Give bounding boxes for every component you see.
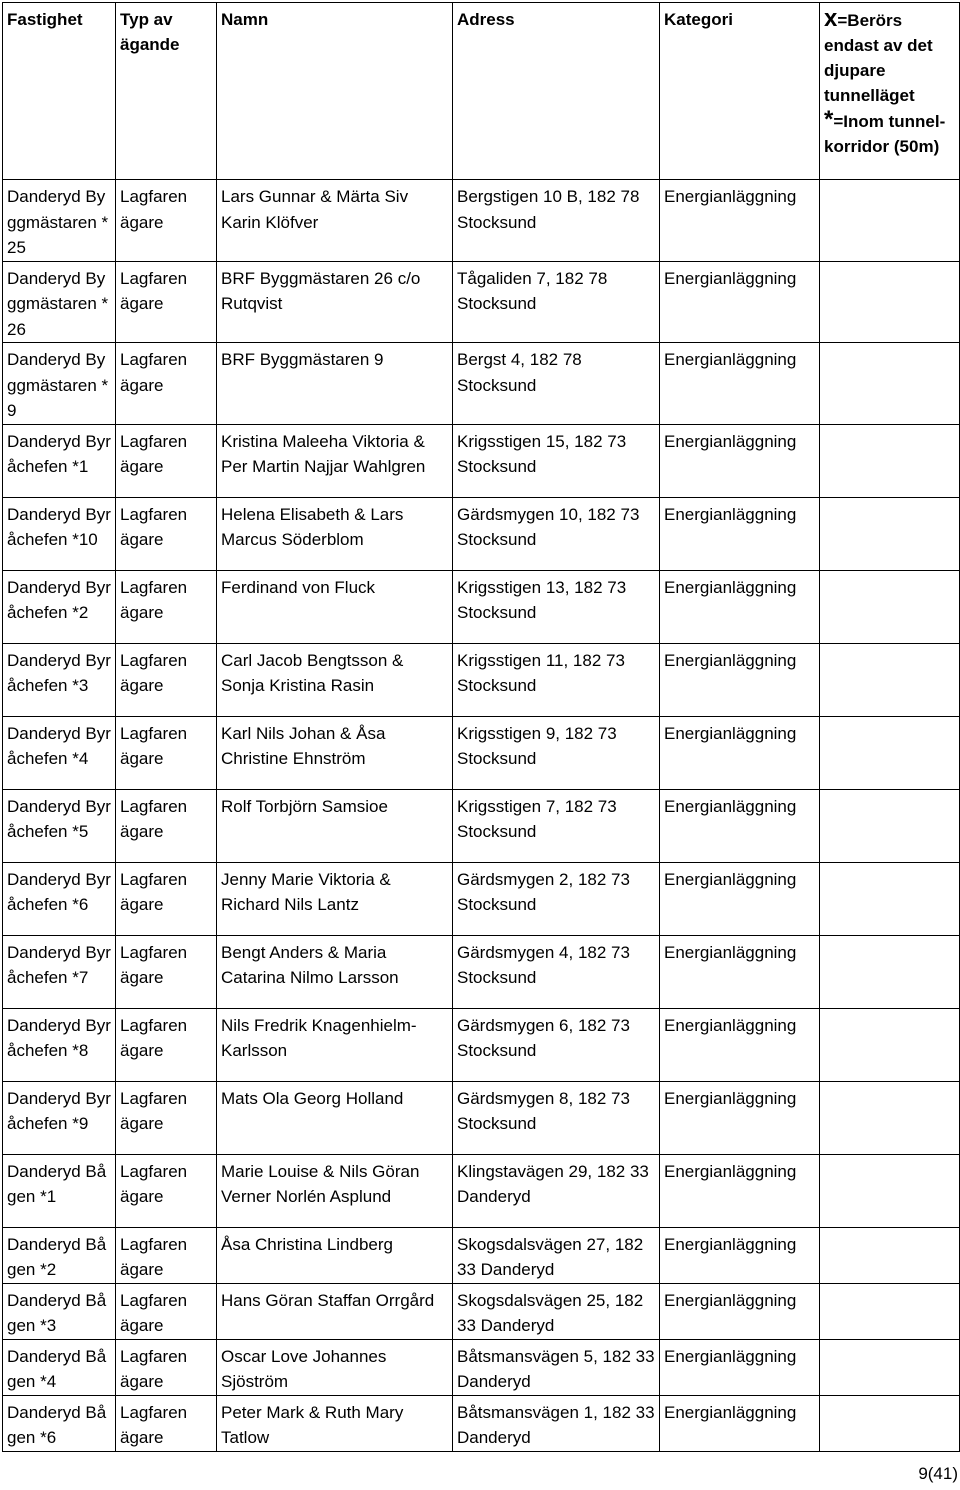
table-body-block-1: [3, 180, 960, 1228]
cell-kategori: Energianläggning: [660, 1081, 820, 1154]
cell-adress: Krigsstigen 15, 182 73 Stocksund: [453, 424, 660, 497]
cell-fastighet: Danderyd Byggmästaren *26: [3, 261, 116, 343]
cell-kategori: Energianläggning: [660, 180, 820, 262]
cell-legend-mark: [820, 789, 960, 862]
cell-namn: Jenny Marie Viktoria & Richard Nils Lantz: [217, 862, 453, 935]
cell-adress: Bergstigen 10 B, 182 78 Stocksund: [453, 180, 660, 262]
cell-fastighet: Danderyd Byråchefen *5: [3, 789, 116, 862]
cell-kategori: Energianläggning: [660, 862, 820, 935]
cell-adress: Krigsstigen 13, 182 73 Stocksund: [453, 570, 660, 643]
cell-legend-mark: [820, 570, 960, 643]
cell-kategori: Energianläggning: [660, 1008, 820, 1081]
cell-fastighet: Danderyd Bågen *6: [3, 1395, 116, 1451]
cell-adress: Klingstavägen 29, 182 33 Danderyd: [453, 1154, 660, 1227]
cell-fastighet: Danderyd Bågen *1: [3, 1154, 116, 1227]
cell-fastighet: Danderyd Bågen *2: [3, 1227, 116, 1283]
cell-namn: BRF Byggmästaren 26 c/o Rutqvist: [217, 261, 453, 343]
cell-namn: Ferdinand von Fluck: [217, 570, 453, 643]
cell-kategori: Energianläggning: [660, 261, 820, 343]
cell-legend-mark: [820, 1081, 960, 1154]
legend-star-symbol: *: [824, 106, 834, 133]
cell-namn: Carl Jacob Bengtsson & Sonja Kristina Rasin: [217, 643, 453, 716]
legend-x-text: =Berörs endast av det djupare tunnelläget: [824, 11, 933, 105]
cell-legend-mark: [820, 497, 960, 570]
cell-namn: Kristina Maleeha Viktoria & Per Martin Najjar Wahlgren: [217, 424, 453, 497]
cell-kategori: Energianläggning: [660, 789, 820, 862]
cell-kategori: Energianläggning: [660, 497, 820, 570]
cell-typ: Lagfaren ägare: [116, 261, 217, 343]
property-owner-table: [2, 2, 960, 1452]
cell-namn: Karl Nils Johan & Åsa Christine Ehnström: [217, 716, 453, 789]
header-legend: [820, 3, 960, 180]
header-adress: Adress: [453, 3, 660, 180]
cell-kategori: Energianläggning: [660, 1283, 820, 1339]
table-row: [3, 1008, 960, 1081]
cell-kategori: Energianläggning: [660, 1395, 820, 1451]
legend-x-symbol: x: [824, 5, 838, 32]
header-row: [3, 3, 960, 180]
cell-adress: Gärdsmygen 10, 182 73 Stocksund: [453, 497, 660, 570]
table-row: [3, 862, 960, 935]
cell-fastighet: Danderyd Byråchefen *4: [3, 716, 116, 789]
cell-fastighet: Danderyd Bågen *3: [3, 1283, 116, 1339]
cell-typ: Lagfaren ägare: [116, 1283, 217, 1339]
cell-adress: Gärdsmygen 6, 182 73 Stocksund: [453, 1008, 660, 1081]
cell-legend-mark: [820, 1339, 960, 1395]
cell-legend-mark: [820, 261, 960, 343]
cell-namn: Hans Göran Staffan Orrgård: [217, 1283, 453, 1339]
cell-kategori: Energianläggning: [660, 343, 820, 425]
cell-adress: Gärdsmygen 2, 182 73 Stocksund: [453, 862, 660, 935]
cell-namn: BRF Byggmästaren 9: [217, 343, 453, 425]
table-row: [3, 716, 960, 789]
header-typ: Typ av ägande: [116, 3, 217, 180]
cell-adress: Gärdsmygen 4, 182 73 Stocksund: [453, 935, 660, 1008]
cell-fastighet: Danderyd Byråchefen *2: [3, 570, 116, 643]
cell-namn: Åsa Christina Lindberg: [217, 1227, 453, 1283]
cell-adress: Skogsdalsvägen 27, 182 33 Danderyd: [453, 1227, 660, 1283]
cell-adress: Krigsstigen 11, 182 73 Stocksund: [453, 643, 660, 716]
cell-adress: Krigsstigen 7, 182 73 Stocksund: [453, 789, 660, 862]
cell-typ: Lagfaren ägare: [116, 180, 217, 262]
header-kategori: Kategori: [660, 3, 820, 180]
cell-kategori: Energianläggning: [660, 570, 820, 643]
cell-legend-mark: [820, 1227, 960, 1283]
table-row: [3, 1081, 960, 1154]
cell-legend-mark: [820, 862, 960, 935]
cell-typ: Lagfaren ägare: [116, 716, 217, 789]
table-row: [3, 643, 960, 716]
cell-fastighet: Danderyd Byråchefen *7: [3, 935, 116, 1008]
cell-typ: Lagfaren ägare: [116, 1339, 217, 1395]
cell-kategori: Energianläggning: [660, 935, 820, 1008]
cell-namn: Nils Fredrik Knagenhielm-Karlsson: [217, 1008, 453, 1081]
cell-typ: Lagfaren ägare: [116, 570, 217, 643]
cell-typ: Lagfaren ägare: [116, 1008, 217, 1081]
cell-legend-mark: [820, 180, 960, 262]
cell-kategori: Energianläggning: [660, 424, 820, 497]
cell-legend-mark: [820, 343, 960, 425]
cell-legend-mark: [820, 1283, 960, 1339]
cell-typ: Lagfaren ägare: [116, 789, 217, 862]
cell-typ: Lagfaren ägare: [116, 343, 217, 425]
table-row: [3, 1154, 960, 1227]
table-body-block-2: [3, 1227, 960, 1451]
cell-legend-mark: [820, 1154, 960, 1227]
table-row: [3, 180, 960, 262]
table-row: [3, 789, 960, 862]
cell-legend-mark: [820, 935, 960, 1008]
cell-typ: Lagfaren ägare: [116, 424, 217, 497]
cell-typ: Lagfaren ägare: [116, 643, 217, 716]
cell-adress: Krigsstigen 9, 182 73 Stocksund: [453, 716, 660, 789]
cell-fastighet: Danderyd Bågen *4: [3, 1339, 116, 1395]
cell-typ: Lagfaren ägare: [116, 497, 217, 570]
cell-namn: Bengt Anders & Maria Catarina Nilmo Larsson: [217, 935, 453, 1008]
table-row: [3, 343, 960, 425]
table-row: [3, 1339, 960, 1395]
table-row: [3, 424, 960, 497]
cell-kategori: Energianläggning: [660, 1227, 820, 1283]
header-namn: Namn: [217, 3, 453, 180]
cell-adress: Gärdsmygen 8, 182 73 Stocksund: [453, 1081, 660, 1154]
table-row: [3, 935, 960, 1008]
table-row: [3, 570, 960, 643]
cell-legend-mark: [820, 716, 960, 789]
cell-fastighet: Danderyd Byråchefen *1: [3, 424, 116, 497]
cell-fastighet: Danderyd Byggmästaren *9: [3, 343, 116, 425]
cell-namn: Oscar Love Johannes Sjöström: [217, 1339, 453, 1395]
header-fastighet: Fastighet: [3, 3, 116, 180]
cell-typ: Lagfaren ägare: [116, 1395, 217, 1451]
table-row: [3, 1395, 960, 1451]
cell-namn: Marie Louise & Nils Göran Verner Norlén Asplund: [217, 1154, 453, 1227]
cell-adress: Bergst 4, 182 78 Stocksund: [453, 343, 660, 425]
cell-kategori: Energianläggning: [660, 1339, 820, 1395]
cell-fastighet: Danderyd Byråchefen *9: [3, 1081, 116, 1154]
legend-star-text: =Inom tunnel-korridor (50m): [824, 112, 946, 156]
cell-adress: Båtsmansvägen 5, 182 33 Danderyd: [453, 1339, 660, 1395]
table-row: [3, 261, 960, 343]
cell-typ: Lagfaren ägare: [116, 1154, 217, 1227]
page-number: 9(41): [918, 1464, 958, 1483]
cell-legend-mark: [820, 643, 960, 716]
cell-legend-mark: [820, 424, 960, 497]
cell-fastighet: Danderyd Byråchefen *10: [3, 497, 116, 570]
cell-kategori: Energianläggning: [660, 1154, 820, 1227]
cell-fastighet: Danderyd Byråchefen *3: [3, 643, 116, 716]
cell-namn: Helena Elisabeth & Lars Marcus Söderblom: [217, 497, 453, 570]
cell-namn: Lars Gunnar & Märta Siv Karin Klöfver: [217, 180, 453, 262]
table-row: [3, 1283, 960, 1339]
cell-adress: Båtsmansvägen 1, 182 33 Danderyd: [453, 1395, 660, 1451]
cell-adress: Skogsdalsvägen 25, 182 33 Danderyd: [453, 1283, 660, 1339]
cell-legend-mark: [820, 1395, 960, 1451]
cell-namn: Peter Mark & Ruth Mary Tatlow: [217, 1395, 453, 1451]
cell-typ: Lagfaren ägare: [116, 862, 217, 935]
cell-fastighet: Danderyd Byråchefen *8: [3, 1008, 116, 1081]
cell-namn: Rolf Torbjörn Samsioe: [217, 789, 453, 862]
cell-kategori: Energianläggning: [660, 716, 820, 789]
cell-typ: Lagfaren ägare: [116, 1227, 217, 1283]
cell-typ: Lagfaren ägare: [116, 935, 217, 1008]
table-row: [3, 497, 960, 570]
cell-kategori: Energianläggning: [660, 643, 820, 716]
cell-fastighet: Danderyd Byråchefen *6: [3, 862, 116, 935]
cell-namn: Mats Ola Georg Holland: [217, 1081, 453, 1154]
table-row: [3, 1227, 960, 1283]
cell-fastighet: Danderyd Byggmästaren *25: [3, 180, 116, 262]
cell-typ: Lagfaren ägare: [116, 1081, 217, 1154]
cell-legend-mark: [820, 1008, 960, 1081]
cell-adress: Tågaliden 7, 182 78 Stocksund: [453, 261, 660, 343]
